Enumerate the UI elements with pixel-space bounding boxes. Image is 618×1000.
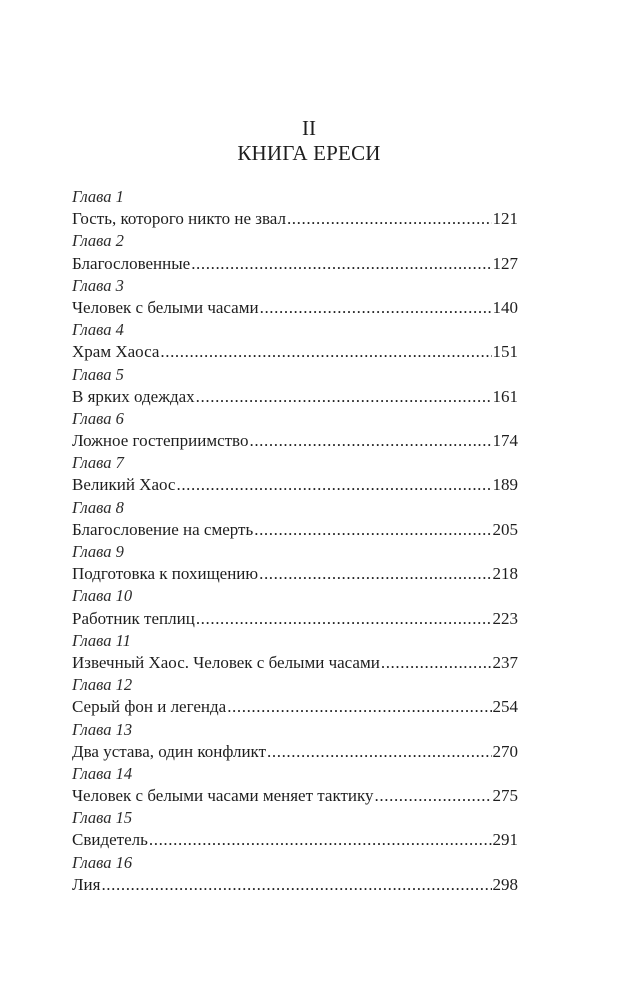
- dot-leader: [260, 297, 492, 319]
- toc-entry: [72, 563, 518, 585]
- toc-chapter-11[interactable]: [72, 630, 518, 674]
- toc-chapter-6[interactable]: [72, 408, 518, 452]
- dot-leader: [375, 785, 492, 807]
- chapter-label: Глава 8: [72, 497, 124, 517]
- toc-chapter-7[interactable]: [72, 452, 518, 496]
- chapter-title: Гость, которого никто не звал: [72, 209, 286, 229]
- toc-entry: [72, 474, 518, 496]
- chapter-title: Благословение на смерть: [72, 519, 254, 539]
- dot-leader: [287, 208, 492, 230]
- chapter-title: Серый фон и легенда: [72, 697, 227, 717]
- chapter-title: Благословенные: [72, 253, 191, 273]
- toc-entry: [72, 829, 518, 851]
- chapter-label: Глава 3: [72, 275, 124, 295]
- dot-leader: [381, 652, 492, 674]
- table-of-contents: [72, 186, 518, 896]
- toc-chapter-4[interactable]: [72, 319, 518, 363]
- toc-entry: [72, 519, 518, 541]
- chapter-label: Глава 6: [72, 408, 124, 428]
- toc-entry: [72, 386, 518, 408]
- toc-chapter-3[interactable]: [72, 275, 518, 319]
- toc-chapter-10[interactable]: [72, 585, 518, 629]
- toc-entry: [72, 208, 518, 230]
- chapter-label: Глава 12: [72, 675, 133, 695]
- chapter-label: Глава 10: [72, 586, 133, 606]
- chapter-title: Подготовка к похищению: [72, 564, 259, 584]
- toc-entry: [72, 430, 518, 452]
- dot-leader: [149, 829, 492, 851]
- chapter-title: В ярких одеждах: [72, 386, 195, 406]
- chapter-label: Глава 5: [72, 364, 124, 384]
- chapter-title: Человек с белыми часами: [72, 297, 259, 317]
- chapter-title: Ложное гостеприимство: [72, 431, 249, 451]
- page-number: 127: [492, 253, 518, 273]
- chapter-title: Свидетель: [72, 830, 148, 850]
- chapter-label: Глава 11: [72, 630, 131, 650]
- page-number: 205: [492, 519, 518, 539]
- page-number: 151: [492, 342, 518, 362]
- toc-chapter-5[interactable]: [72, 364, 518, 408]
- toc-entry: [72, 608, 518, 630]
- section-number: II: [302, 116, 316, 140]
- chapter-label: Глава 13: [72, 719, 133, 739]
- chapter-title: Великий Хаос: [72, 475, 176, 495]
- toc-chapter-13[interactable]: [72, 719, 518, 763]
- toc-chapter-15[interactable]: [72, 807, 518, 851]
- toc-chapter-12[interactable]: [72, 674, 518, 718]
- toc-chapter-2[interactable]: [72, 230, 518, 274]
- chapter-label: Глава 7: [72, 453, 124, 473]
- dot-leader: [254, 519, 491, 541]
- dot-leader: [196, 386, 492, 408]
- chapter-title: Человек с белыми часами меняет тактику: [72, 786, 374, 806]
- toc-entry: [72, 874, 518, 896]
- chapter-label: Глава 9: [72, 542, 124, 561]
- page-number: 237: [492, 652, 518, 672]
- toc-chapter-8[interactable]: [72, 497, 518, 541]
- chapter-title: Лия: [72, 874, 101, 894]
- toc-entry: [72, 696, 518, 718]
- toc-chapter-14[interactable]: [72, 763, 518, 807]
- toc-entry: [72, 785, 518, 807]
- dot-leader: [160, 341, 491, 363]
- page-number: 270: [492, 741, 518, 761]
- page-number: 298: [492, 874, 518, 894]
- dot-leader: [249, 430, 491, 452]
- chapter-title: Два устава, один конфликт: [72, 741, 267, 761]
- dot-leader: [259, 563, 491, 585]
- page-number: 291: [492, 830, 518, 850]
- dot-leader: [196, 608, 492, 630]
- chapter-label: Глава 1: [72, 187, 124, 206]
- chapter-label: Глава 4: [72, 320, 124, 340]
- page-number: 174: [492, 431, 518, 451]
- page-number: 218: [492, 564, 518, 584]
- page-number: 140: [492, 297, 518, 317]
- chapter-title: Работник теплиц: [72, 608, 195, 628]
- dot-leader: [191, 253, 491, 275]
- dot-leader: [267, 741, 491, 763]
- toc-entry: [72, 652, 518, 674]
- dot-leader: [101, 874, 491, 896]
- toc-entry: [72, 297, 518, 319]
- page-number: 161: [492, 386, 518, 406]
- toc-chapter-16[interactable]: [72, 852, 518, 896]
- chapter-label: Глава 2: [72, 231, 124, 251]
- dot-leader: [176, 474, 491, 496]
- page-number: 121: [492, 209, 518, 229]
- toc-entry: [72, 341, 518, 363]
- page-number: 223: [492, 608, 518, 628]
- page-number: 254: [492, 697, 518, 717]
- toc-entry: [72, 741, 518, 763]
- chapter-label: Глава 16: [72, 852, 133, 872]
- page-number: 275: [492, 786, 518, 806]
- dot-leader: [227, 696, 491, 718]
- chapter-label: Глава 15: [72, 808, 133, 828]
- chapter-title: Храм Хаоса: [72, 342, 160, 362]
- section-title: КНИГА ЕРЕСИ: [237, 141, 381, 165]
- toc-entry: [72, 253, 518, 275]
- toc-chapter-9[interactable]: [72, 541, 518, 585]
- page-number: 189: [492, 475, 518, 495]
- toc-chapter-1[interactable]: [72, 186, 518, 230]
- chapter-title: Извечный Хаос. Человек с белыми часами: [72, 652, 380, 672]
- chapter-label: Глава 14: [72, 763, 133, 783]
